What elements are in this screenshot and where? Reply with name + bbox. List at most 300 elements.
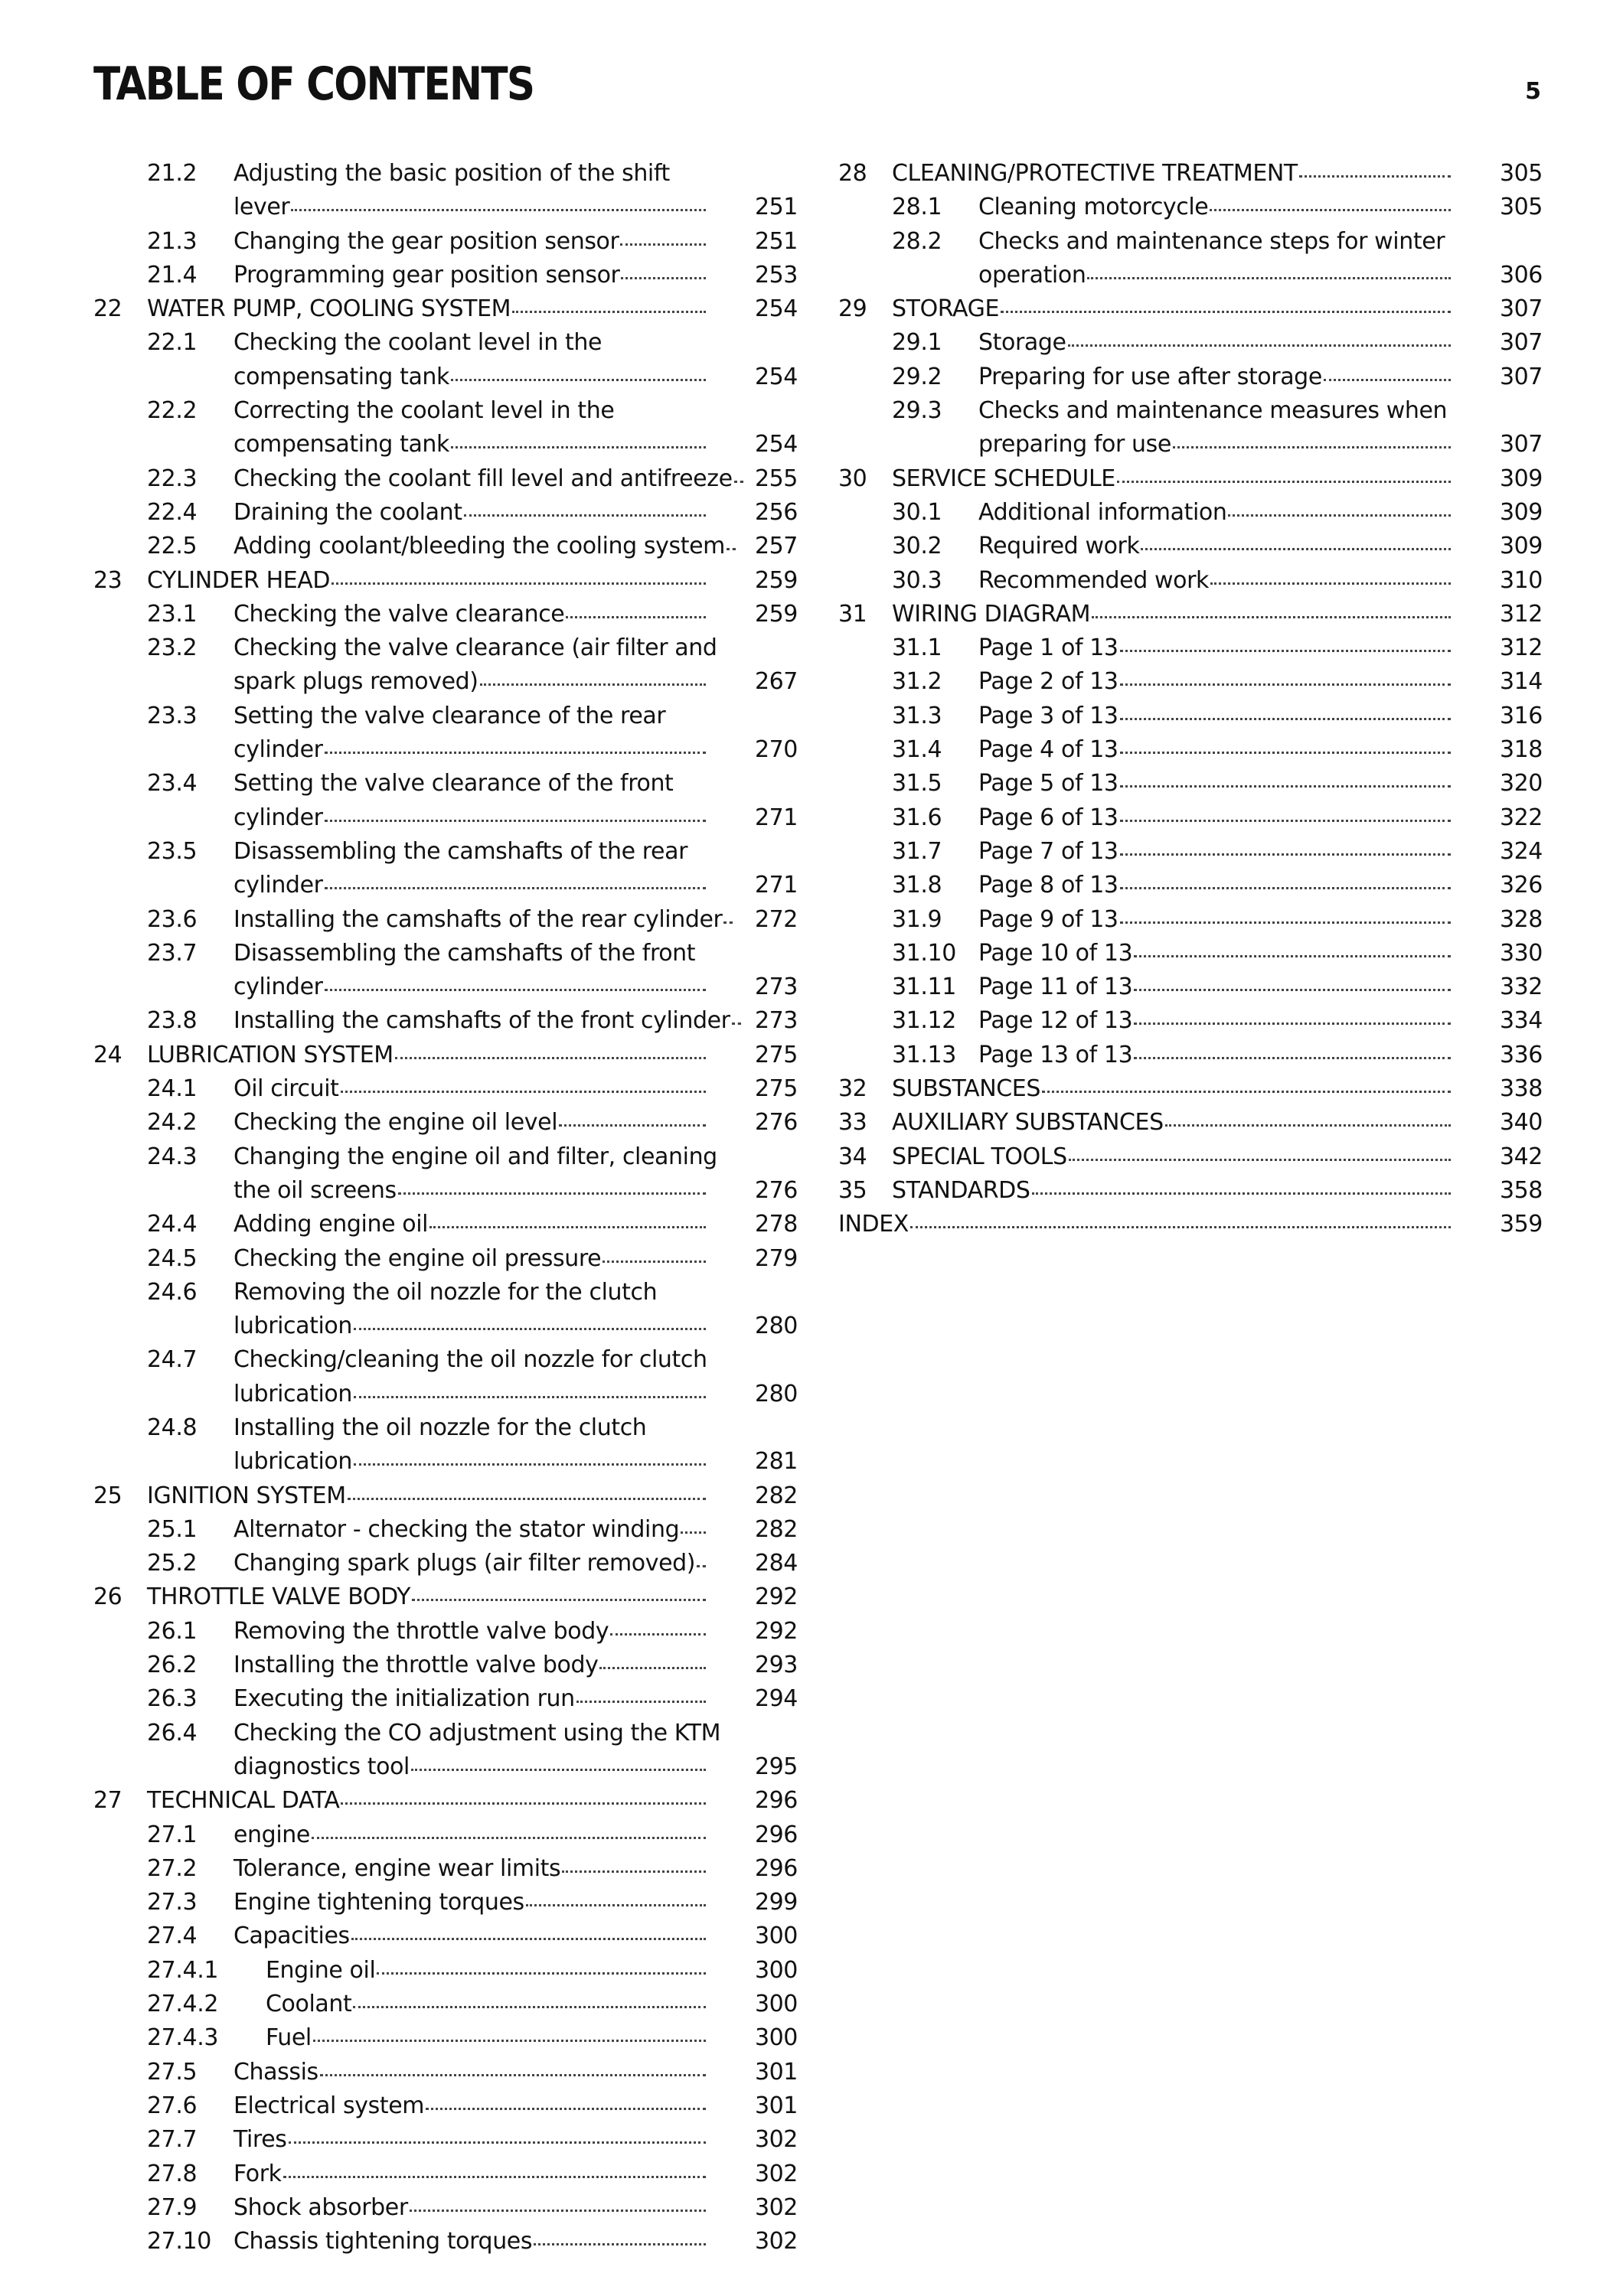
toc-entry[interactable] [93, 2056, 798, 2089]
toc-entry-title-line [233, 1919, 707, 1953]
toc-entry-title-text: Cleaning motorcycle [978, 194, 1209, 221]
toc-entry-title-text: Changing spark plugs (air filter removed) [233, 1550, 696, 1577]
toc-entry-title-line [233, 1649, 707, 1682]
toc-entry[interactable] [93, 1818, 798, 1852]
toc-entry-number: 24.6 [147, 1278, 198, 1306]
toc-entry[interactable] [838, 903, 1543, 937]
toc-entry-title-line [233, 530, 725, 563]
toc-entry[interactable] [93, 1039, 798, 1072]
toc-entry-number: 31.3 [892, 702, 942, 729]
toc-entry-title-line [233, 1343, 707, 1377]
toc-entry[interactable] [838, 937, 1543, 970]
toc-entry[interactable] [838, 665, 1543, 699]
page-number: 5 [1525, 78, 1541, 105]
toc-entry[interactable] [838, 191, 1543, 224]
dot-leader [289, 2141, 707, 2144]
toc-entry-page: 271 [754, 804, 798, 831]
toc-entry[interactable] [93, 903, 798, 937]
toc-entry-title-line [147, 1039, 707, 1072]
toc-entry-page: 309 [1499, 498, 1543, 526]
dot-leader [348, 1498, 706, 1500]
toc-entry[interactable] [93, 1242, 798, 1276]
toc-entry-title [978, 191, 1543, 224]
toc-entry-page: 275 [754, 1041, 798, 1068]
toc-entry-number: 27.5 [147, 2058, 198, 2086]
toc-entry-page: 301 [754, 2058, 798, 2086]
toc-entry-title [233, 1886, 798, 1919]
toc-entry[interactable] [838, 1039, 1543, 1072]
toc-entry-title-line [892, 292, 1452, 326]
toc-entry-number: 21.3 [147, 227, 198, 255]
toc-entry[interactable] [93, 2089, 798, 2123]
toc-entry-title-text: Page 6 of 13 [978, 804, 1118, 831]
toc-entry[interactable] [93, 462, 798, 496]
toc-entry-title-text: Installing the camshafts of the front cylinder [233, 1007, 730, 1035]
toc-entry-number: 27.8 [147, 2160, 198, 2187]
toc-entry-number: 24.4 [147, 1211, 198, 1238]
toc-entry-number: 31.1 [892, 634, 942, 662]
toc-entry[interactable] [93, 292, 798, 326]
toc-entry[interactable] [93, 1004, 798, 1038]
toc-entry[interactable] [838, 1174, 1543, 1208]
toc-entry[interactable] [93, 1580, 798, 1614]
toc-entry[interactable] [93, 1649, 798, 1682]
toc-entry[interactable] [93, 530, 798, 563]
toc-entry-page: 322 [1499, 804, 1543, 831]
toc-entry-page: 318 [1499, 736, 1543, 764]
toc-entry-title-line [978, 665, 1452, 699]
toc-entry-number: 23.5 [147, 837, 198, 865]
toc-entry-title-text: cylinder [233, 872, 323, 899]
toc-entry-number: 26 [93, 1583, 122, 1611]
toc-entry[interactable] [93, 1072, 798, 1106]
toc-entry-title-text: Checking the valve clearance [233, 600, 565, 628]
toc-entry-title-line [233, 1140, 717, 1174]
toc-entry-title-line [233, 496, 707, 530]
toc-entry-title-text: Setting the valve clearance of the rear [233, 702, 666, 729]
toc-entry[interactable] [838, 598, 1543, 631]
toc-entry-title [978, 700, 1543, 733]
toc-entry-number: 27.1 [147, 1821, 198, 1848]
toc-entry-title-text: Alternator - checking the stator winding [233, 1515, 680, 1543]
toc-entry[interactable] [93, 700, 798, 768]
toc-entry[interactable] [93, 496, 798, 530]
toc-entry-title-line [233, 1750, 707, 1784]
toc-entry-title-text: Removing the throttle valve body [233, 1617, 609, 1645]
toc-entry-title [233, 1513, 798, 1547]
toc-entry-title-line [233, 1445, 707, 1479]
toc-entry-title-line [147, 1479, 707, 1513]
toc-entry-number: 24.1 [147, 1075, 198, 1103]
toc-entry-title-line [978, 1004, 1452, 1038]
toc-entry-number: 23.3 [147, 702, 198, 729]
toc-entry[interactable] [838, 292, 1543, 326]
toc-entry-title-line [233, 394, 707, 428]
toc-entry[interactable] [93, 2157, 798, 2191]
toc-entry[interactable] [838, 157, 1543, 191]
toc-entry-title-text: Required work [978, 533, 1140, 560]
toc-entry-page: 282 [754, 1482, 798, 1509]
toc-entry-title-line [978, 496, 1452, 530]
toc-entry-title-line [233, 1208, 707, 1241]
toc-entry-title-text: Page 8 of 13 [978, 872, 1118, 899]
toc-entry-page: 254 [754, 431, 798, 458]
dot-leader [620, 243, 706, 246]
toc-entry-title-line [233, 665, 707, 699]
toc-entry-title-line [266, 1954, 707, 1988]
toc-entry-number: 23.6 [147, 905, 198, 933]
toc-entry-title-text: Adjusting the basic position of the shift [233, 160, 670, 187]
toc-entry-title-text: WATER PUMP, COOLING SYSTEM [147, 295, 511, 323]
toc-entry-page: 316 [1499, 702, 1543, 729]
toc-entry-title [233, 1004, 798, 1038]
toc-entry-page: 276 [754, 1176, 798, 1204]
toc-entry-title-text: AUXILIARY SUBSTANCES [892, 1109, 1164, 1137]
toc-entry-page: 305 [1499, 194, 1543, 221]
toc-entry-title-line [892, 157, 1452, 191]
toc-entry-title [233, 835, 798, 903]
toc-entry-number: 26.2 [147, 1652, 198, 1679]
toc-entry-page: 280 [754, 1313, 798, 1340]
dot-leader [1001, 311, 1451, 313]
dot-leader [1117, 481, 1451, 483]
toc-entry-number: 27.6 [147, 2092, 198, 2119]
toc-entry[interactable] [838, 700, 1543, 733]
dot-leader [331, 582, 706, 585]
dot-leader [1120, 718, 1451, 720]
toc-entry[interactable] [838, 801, 1543, 835]
toc-entry-number: 27.4.2 [147, 1991, 219, 2018]
toc-entry-title [233, 1717, 798, 1785]
toc-entry-title [233, 598, 798, 631]
toc-entry-title-text: WIRING DIAGRAM [892, 600, 1091, 628]
dot-leader [697, 1565, 706, 1567]
toc-entry-number: 27.2 [147, 1854, 198, 1882]
dot-leader [1120, 921, 1451, 924]
toc-entry-title-text: Chassis [233, 2058, 318, 2086]
toc-entry-title [147, 1039, 798, 1072]
toc-column-right [838, 157, 1543, 1242]
toc-entry-title-line [233, 191, 707, 224]
dot-leader [559, 1124, 706, 1127]
toc-entry[interactable] [838, 530, 1543, 563]
toc-entry-number: 31.4 [892, 736, 942, 764]
toc-entry[interactable] [838, 225, 1543, 293]
toc-entry-title [892, 157, 1543, 191]
toc-entry[interactable] [93, 394, 798, 462]
toc-entry[interactable] [93, 1140, 798, 1208]
toc-entry[interactable] [93, 1988, 798, 2021]
toc-entry[interactable] [93, 225, 798, 259]
toc-entry-title [233, 1208, 798, 1241]
toc-entry-number: 24.8 [147, 1414, 198, 1441]
toc-entry[interactable] [93, 835, 798, 903]
toc-entry-title-line [892, 1174, 1452, 1208]
dot-leader [512, 311, 706, 313]
toc-entry[interactable] [838, 462, 1543, 496]
toc-entry-title-line [233, 2191, 707, 2225]
toc-entry[interactable] [838, 1106, 1543, 1140]
toc-entry[interactable] [93, 1513, 798, 1547]
toc-entry-title-line [266, 1988, 707, 2021]
dot-leader [429, 1226, 706, 1228]
toc-entry-title-line [892, 1140, 1452, 1174]
toc-entry-page: 251 [754, 194, 798, 221]
toc-entry-title-line [233, 970, 707, 1004]
toc-entry[interactable] [838, 733, 1543, 767]
toc-entry-title-line [978, 903, 1452, 937]
toc-entry-title [233, 496, 798, 530]
toc-entry-number: 29.1 [892, 329, 942, 357]
toc-entry-page: 300 [754, 1923, 798, 1950]
toc-entry[interactable] [93, 767, 798, 835]
dot-leader [1134, 955, 1451, 957]
toc-entry[interactable] [93, 1954, 798, 1988]
toc-entry-title [147, 292, 798, 326]
toc-entry-title-text: STORAGE [892, 295, 1000, 323]
toc-entry[interactable] [93, 1479, 798, 1513]
toc-entry-page: 328 [1499, 905, 1543, 933]
toc-entry[interactable] [838, 326, 1543, 360]
toc-entry[interactable] [93, 2191, 798, 2225]
toc-entry-title [233, 903, 798, 937]
dot-leader [341, 1091, 706, 1093]
toc-column-left [93, 157, 798, 2258]
dot-leader [320, 2074, 706, 2076]
toc-entry-number: 32 [838, 1075, 867, 1103]
toc-entry-title-text: diagnostics tool [233, 1753, 410, 1780]
toc-entry-title-text: Page 13 of 13 [978, 1041, 1133, 1068]
toc-entry[interactable] [838, 394, 1543, 462]
toc-entry[interactable] [93, 1784, 798, 1818]
toc-entry-number: 30.1 [892, 498, 942, 526]
toc-entry-title-line [147, 1784, 707, 1818]
dot-leader [351, 1938, 706, 1940]
toc-entry[interactable] [838, 869, 1543, 902]
dot-leader [312, 1837, 706, 1839]
toc-entry-title-text: Checking the valve clearance (air filter and [233, 634, 717, 662]
toc-entry-title [233, 157, 798, 225]
toc-entry-page: 257 [754, 533, 798, 560]
toc-entry-title-text: Coolant [266, 1991, 352, 2018]
toc-entry-title-text: cylinder [233, 804, 323, 831]
toc-entry-title [233, 326, 798, 394]
toc-entry-page: 292 [754, 1583, 798, 1611]
toc-entry[interactable] [93, 1276, 798, 1344]
toc-entry-number: 31.8 [892, 872, 942, 899]
toc-entry-page: 309 [1499, 533, 1543, 560]
toc-entry-title-line [233, 360, 707, 394]
toc-entry-title-line [233, 1818, 707, 1852]
toc-entry[interactable] [838, 1140, 1543, 1174]
toc-entry-title [978, 903, 1543, 937]
dot-leader [1032, 1192, 1452, 1195]
toc-entry-title [233, 1615, 798, 1649]
dot-leader [377, 1972, 706, 1975]
toc-entry[interactable] [93, 1411, 798, 1479]
toc-entry-title-line [233, 1682, 707, 1716]
toc-entry[interactable] [93, 564, 798, 598]
toc-entry-title [233, 530, 798, 563]
toc-entry[interactable] [838, 767, 1543, 801]
toc-entry-number: 21.4 [147, 261, 198, 289]
toc-entry-title [233, 2191, 798, 2225]
toc-entry[interactable] [838, 564, 1543, 598]
toc-entry[interactable] [93, 1208, 798, 1241]
toc-entry[interactable] [93, 2123, 798, 2157]
toc-entry-page: 307 [1499, 363, 1543, 390]
toc-entry-page: 278 [754, 1211, 798, 1238]
toc-entry-title-line [978, 564, 1452, 598]
toc-entry-page: 296 [754, 1821, 798, 1848]
toc-entry[interactable] [93, 1343, 798, 1411]
toc-entry-page: 300 [754, 1991, 798, 2018]
toc-entry-title-text: CLEANING/PROTECTIVE TREATMENT [892, 160, 1298, 187]
toc-entry-title-line [233, 1242, 707, 1276]
toc-entry-title-line [233, 1106, 707, 1140]
toc-entry[interactable] [93, 1682, 798, 1716]
toc-entry-title [233, 1242, 798, 1276]
toc-entry[interactable] [93, 937, 798, 1005]
toc-entry[interactable] [93, 157, 798, 225]
dot-leader [1092, 616, 1451, 618]
toc-entry-page: 281 [754, 1448, 798, 1476]
dot-leader [576, 1701, 706, 1703]
toc-entry-title-text: Changing the engine oil and filter, cleaning [233, 1143, 717, 1170]
toc-entry-number: 27.4 [147, 1923, 198, 1950]
toc-entry-number: 25.1 [147, 1515, 198, 1543]
toc-entry[interactable] [93, 1717, 798, 1785]
toc-entry-number: 31.5 [892, 770, 942, 797]
toc-entry[interactable] [93, 1919, 798, 1953]
dot-leader [1299, 175, 1451, 178]
toc-entry-page: 336 [1499, 1041, 1543, 1068]
toc-entry-title-line [978, 1039, 1452, 1072]
toc-entry-page: 305 [1499, 160, 1543, 187]
toc-entry-title-text: Preparing for use after storage [978, 363, 1322, 390]
toc-entry-title-text: Checks and maintenance steps for winter [978, 227, 1445, 255]
toc-entry-title-line [233, 733, 707, 767]
toc-entry-title [978, 1004, 1543, 1038]
toc-entry-number: 25.2 [147, 1550, 198, 1577]
toc-entry-page: 359 [1499, 1211, 1543, 1238]
toc-entry-title-line [978, 767, 1452, 801]
toc-entry-title-line [233, 1886, 707, 1919]
dot-leader [1120, 785, 1451, 788]
toc-entry-title-line [892, 1106, 1452, 1140]
toc-entry[interactable] [93, 259, 798, 292]
dot-leader [354, 1463, 706, 1466]
toc-entry-title [233, 1343, 798, 1411]
dot-leader [1134, 989, 1451, 991]
toc-entry-title-line [233, 2225, 707, 2258]
toc-entry-number: 26.1 [147, 1617, 198, 1645]
toc-entry-title [233, 1411, 798, 1479]
toc-entry-page: 256 [754, 498, 798, 526]
toc-entry[interactable] [838, 1208, 1543, 1241]
toc-entry[interactable] [93, 631, 798, 700]
toc-entry-number: 27.10 [147, 2228, 211, 2255]
toc-entry-title-line [233, 259, 707, 292]
toc-entry[interactable] [93, 1547, 798, 1580]
toc-entry-title-text: LUBRICATION SYSTEM [147, 1041, 394, 1068]
toc-entry[interactable] [838, 1072, 1543, 1106]
toc-entry[interactable] [93, 1106, 798, 1140]
toc-entry-title-line [233, 1513, 707, 1547]
toc-entry[interactable] [93, 1852, 798, 1886]
toc-entry-title-line [978, 428, 1452, 461]
toc-entry-page: 338 [1499, 1075, 1543, 1103]
toc-entry-title [266, 1988, 798, 2021]
toc-entry-title-line [233, 2123, 707, 2157]
toc-entry[interactable] [93, 2225, 798, 2258]
toc-entry[interactable] [838, 360, 1543, 394]
toc-entry-title-text: the oil screens [233, 1176, 397, 1204]
toc-entry-title-text: Fuel [266, 2024, 312, 2052]
toc-entry-page: 302 [754, 2126, 798, 2154]
toc-entry[interactable] [838, 970, 1543, 1004]
dot-leader [354, 1328, 706, 1330]
toc-entry-page: 295 [754, 1753, 798, 1780]
toc-entry-title-text: Engine tightening torques [233, 1889, 524, 1916]
toc-entry-title-text: Adding engine oil [233, 1211, 429, 1238]
toc-entry-title [233, 1649, 798, 1682]
toc-entry[interactable] [838, 631, 1543, 665]
toc-entry-page: 253 [754, 261, 798, 289]
toc-entry[interactable] [838, 496, 1543, 530]
toc-entry-page: 358 [1499, 1176, 1543, 1204]
dot-leader [599, 1667, 706, 1669]
toc-entry[interactable] [93, 598, 798, 631]
toc-entry-title-line [233, 1717, 721, 1750]
toc-entry[interactable] [838, 835, 1543, 869]
toc-entry[interactable] [93, 1886, 798, 1919]
toc-entry-title [978, 970, 1543, 1004]
dot-leader [1068, 344, 1451, 347]
toc-entry-title [892, 462, 1543, 496]
toc-entry-title-text: Removing the oil nozzle for the clutch [233, 1278, 658, 1306]
toc-entry-title-text: Setting the valve clearance of the front [233, 770, 674, 797]
toc-entry-title-line [978, 700, 1452, 733]
toc-entry[interactable] [93, 1615, 798, 1649]
dot-leader [1228, 514, 1451, 517]
toc-entry-title [233, 1919, 798, 1953]
toc-entry[interactable] [93, 326, 798, 394]
toc-entry-title [978, 733, 1543, 767]
toc-entry-number: 25 [93, 1482, 122, 1509]
toc-entry-page: 324 [1499, 837, 1543, 865]
toc-entry-page: 312 [1499, 600, 1543, 628]
dot-leader [395, 1057, 706, 1059]
dot-leader [1210, 582, 1451, 585]
toc-entry-number: 28.2 [892, 227, 942, 255]
toc-entry-title-text: preparing for use [978, 431, 1171, 458]
toc-entry-title-text: CYLINDER HEAD [147, 566, 331, 594]
toc-entry-title [978, 665, 1543, 699]
toc-entry-page: 307 [1499, 295, 1543, 323]
toc-entry-title [978, 835, 1543, 869]
toc-entry[interactable] [838, 1004, 1543, 1038]
page-title: TABLE OF CONTENTS [93, 57, 534, 111]
dot-leader [398, 1192, 706, 1195]
toc-entry[interactable] [93, 2021, 798, 2055]
toc-entry-title [233, 631, 798, 700]
toc-entry-title [233, 462, 798, 496]
dot-leader [325, 989, 706, 991]
toc-entry-title-text: compensating tank [233, 363, 450, 390]
toc-entry-number: 31.10 [892, 939, 956, 967]
toc-entry-title-text: SERVICE SCHEDULE [892, 465, 1115, 492]
